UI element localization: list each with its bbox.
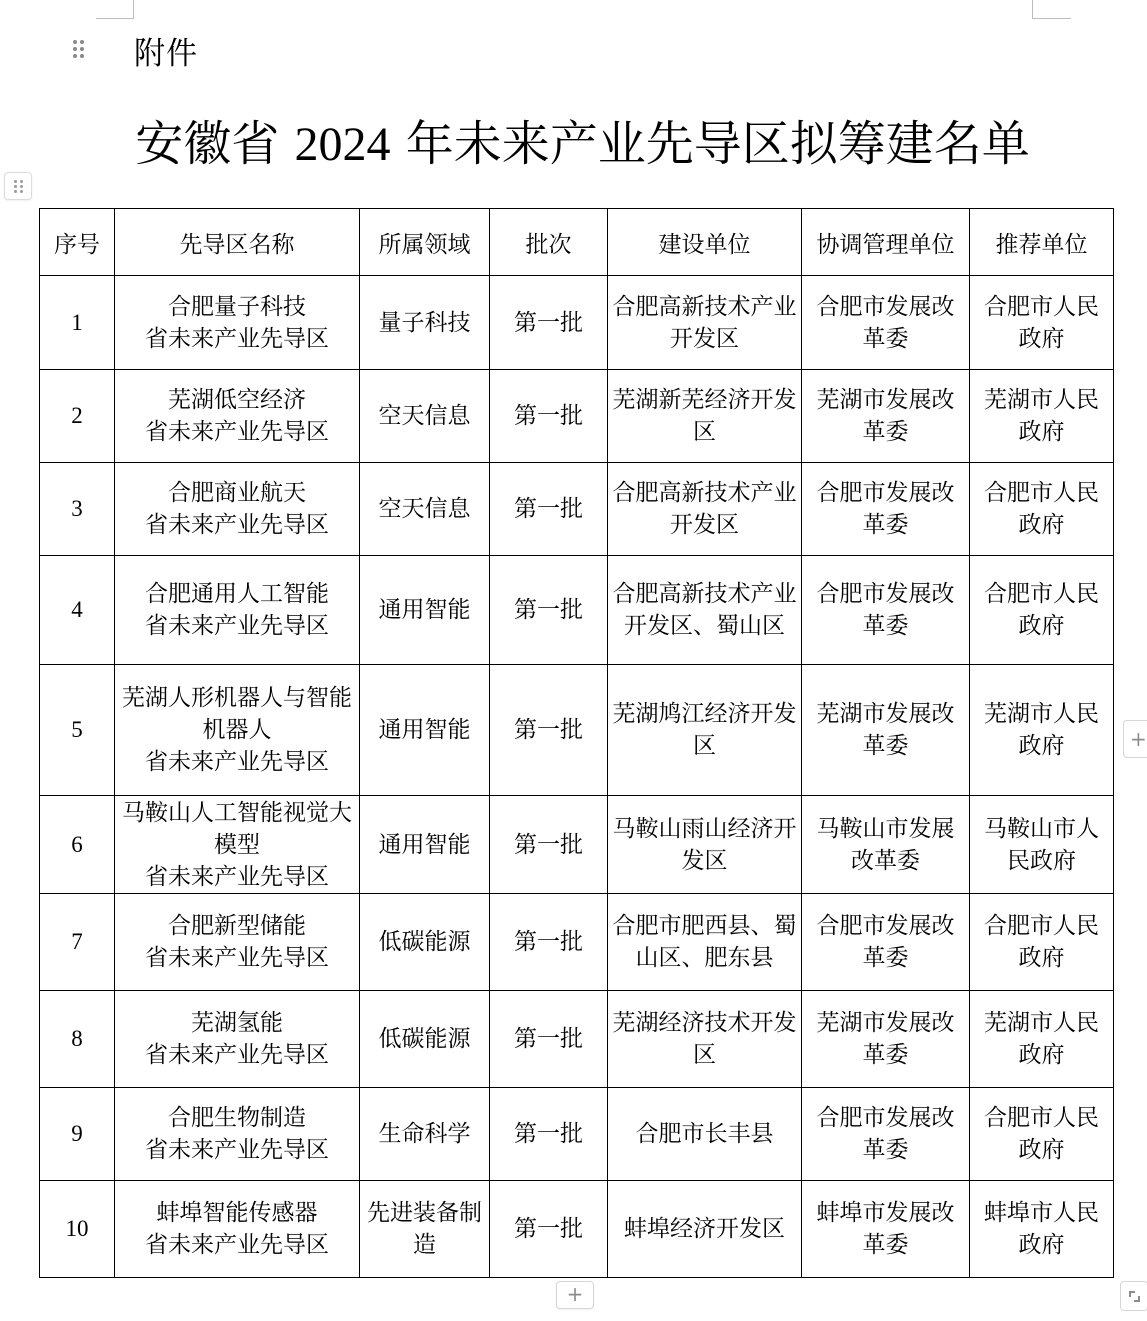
cell-coordinator[interactable]: 合肥市发展改革委 <box>802 1088 970 1181</box>
add-row-button[interactable]: + <box>556 1281 594 1309</box>
cell-name[interactable] <box>115 894 360 991</box>
name-line: 省未来产业先导区 <box>145 945 329 971</box>
cell-field[interactable]: 生命科学 <box>360 1088 490 1181</box>
table-row <box>40 796 1114 894</box>
title-suffix: 年未来产业先导区拟筹建名单 <box>405 116 1030 172</box>
cell-name[interactable] <box>115 796 360 894</box>
header-coordinator: 协调管理单位 <box>802 209 970 276</box>
cell-name[interactable] <box>115 463 360 556</box>
grip-dots-icon <box>14 180 23 193</box>
name-line: 省未来产业先导区 <box>145 749 329 775</box>
cell-field[interactable]: 量子科技 <box>360 276 490 370</box>
name-line: 合肥通用人工智能 <box>145 581 329 607</box>
name-line: 芜湖低空经济 <box>168 387 306 413</box>
cell-builder[interactable]: 芜湖鸠江经济开发区 <box>608 665 802 796</box>
header-batch: 批次 <box>490 209 608 276</box>
cell-field[interactable]: 通用智能 <box>360 796 490 894</box>
cell-index[interactable]: 2 <box>40 370 115 463</box>
header-name: 先导区名称 <box>115 209 360 276</box>
cell-name[interactable] <box>115 665 360 796</box>
table-row <box>40 370 1114 463</box>
cell-index[interactable]: 1 <box>40 276 115 370</box>
cell-index[interactable]: 8 <box>40 991 115 1088</box>
name-line: 省未来产业先导区 <box>145 419 329 445</box>
cell-coordinator[interactable]: 合肥市发展改革委 <box>802 556 970 665</box>
page-title <box>0 112 1147 177</box>
table-row <box>40 1088 1114 1181</box>
cell-name[interactable] <box>115 991 360 1088</box>
cell-batch[interactable]: 第一批 <box>490 665 608 796</box>
cell-batch[interactable]: 第一批 <box>490 276 608 370</box>
cell-name[interactable] <box>115 556 360 665</box>
table-resize-icon[interactable] <box>1120 1281 1147 1311</box>
name-line: 芜湖人形机器人与智能机器人 <box>122 685 352 743</box>
header-recommender: 推荐单位 <box>970 209 1114 276</box>
name-line: 省未来产业先导区 <box>145 512 329 538</box>
name-line: 合肥量子科技 <box>168 293 306 320</box>
cell-coordinator[interactable]: 合肥市发展改革委 <box>802 276 970 370</box>
table-row <box>40 556 1114 665</box>
cell-builder[interactable]: 合肥市肥西县、蜀山区、肥东县 <box>608 894 802 991</box>
cell-builder[interactable]: 合肥高新技术产业开发区、蜀山区 <box>608 556 802 665</box>
cell-coordinator[interactable]: 芜湖市发展改革委 <box>802 991 970 1088</box>
table-header-row <box>40 209 1114 276</box>
table-row <box>40 276 1114 370</box>
table-row <box>40 991 1114 1088</box>
cell-batch[interactable]: 第一批 <box>490 1181 608 1278</box>
cell-recommender[interactable]: 合肥市人民政府 <box>970 1088 1114 1181</box>
cell-field[interactable]: 低碳能源 <box>360 991 490 1088</box>
cell-coordinator[interactable]: 蚌埠市发展改革委 <box>802 1181 970 1278</box>
cell-recommender[interactable]: 合肥市人民政府 <box>970 894 1114 991</box>
table-row <box>40 665 1114 796</box>
name-line: 省未来产业先导区 <box>145 1232 329 1258</box>
page-corner-mark-top-left <box>96 0 134 19</box>
cell-builder[interactable]: 合肥高新技术产业开发区 <box>608 463 802 556</box>
cell-batch[interactable]: 第一批 <box>490 1088 608 1181</box>
cell-field[interactable]: 先进装备制造 <box>360 1181 490 1278</box>
cell-recommender[interactable]: 马鞍山市人民政府 <box>970 796 1114 894</box>
name-line: 合肥生物制造 <box>168 1105 306 1131</box>
table-row <box>40 894 1114 991</box>
add-column-button[interactable]: + <box>1123 720 1147 758</box>
header-field: 所属领域 <box>360 209 490 276</box>
header-index: 序号 <box>40 209 115 276</box>
cell-coordinator[interactable]: 马鞍山市发展改革委 <box>802 796 970 894</box>
attachment-label: 附件 <box>134 36 198 72</box>
cell-recommender[interactable]: 芜湖市人民政府 <box>970 370 1114 463</box>
pilot-zone-table <box>39 208 1114 1278</box>
name-line: 省未来产业先导区 <box>145 325 329 352</box>
cell-index[interactable]: 7 <box>40 894 115 991</box>
name-line: 芜湖氢能 <box>191 1010 283 1036</box>
name-line: 省未来产业先导区 <box>145 1137 329 1163</box>
cell-builder[interactable]: 芜湖经济技术开发区 <box>608 991 802 1088</box>
cell-index[interactable]: 5 <box>40 665 115 796</box>
cell-builder[interactable]: 合肥高新技术产业开发区 <box>608 276 802 370</box>
cell-batch[interactable]: 第一批 <box>490 556 608 665</box>
cell-index[interactable]: 3 <box>40 463 115 556</box>
cell-batch[interactable]: 第一批 <box>490 796 608 894</box>
cell-batch[interactable]: 第一批 <box>490 894 608 991</box>
name-line: 合肥新型储能 <box>168 913 306 939</box>
cell-coordinator[interactable]: 芜湖市发展改革委 <box>802 370 970 463</box>
cell-recommender[interactable]: 蚌埠市人民政府 <box>970 1181 1114 1278</box>
cell-field[interactable]: 通用智能 <box>360 665 490 796</box>
cell-index[interactable]: 4 <box>40 556 115 665</box>
cell-field[interactable]: 低碳能源 <box>360 894 490 991</box>
cell-batch[interactable]: 第一批 <box>490 463 608 556</box>
cell-coordinator[interactable]: 合肥市发展改革委 <box>802 463 970 556</box>
cell-builder[interactable]: 芜湖新芜经济开发区 <box>608 370 802 463</box>
cell-builder[interactable]: 合肥市长丰县 <box>608 1088 802 1181</box>
cell-recommender[interactable]: 合肥市人民政府 <box>970 276 1114 370</box>
cell-index[interactable]: 9 <box>40 1088 115 1181</box>
name-line: 合肥商业航天 <box>168 480 306 506</box>
name-line: 蚌埠智能传感器 <box>156 1200 318 1226</box>
table-row <box>40 463 1114 556</box>
name-line: 马鞍山人工智能视觉大模型 <box>122 799 352 858</box>
cell-index[interactable]: 10 <box>40 1181 115 1278</box>
table-drag-handle[interactable] <box>4 172 32 200</box>
cell-field[interactable]: 通用智能 <box>360 556 490 665</box>
name-line: 省未来产业先导区 <box>145 613 329 639</box>
cell-recommender[interactable]: 合肥市人民政府 <box>970 556 1114 665</box>
cell-name[interactable] <box>115 370 360 463</box>
cell-index[interactable]: 6 <box>40 796 115 894</box>
cell-field[interactable]: 空天信息 <box>360 463 490 556</box>
block-drag-handle-icon[interactable] <box>73 40 85 60</box>
header-builder: 建设单位 <box>608 209 802 276</box>
cell-recommender[interactable]: 芜湖市人民政府 <box>970 991 1114 1088</box>
cell-field[interactable]: 空天信息 <box>360 370 490 463</box>
cell-name[interactable] <box>115 1088 360 1181</box>
page-corner-mark-top-right <box>1032 0 1071 19</box>
cell-builder[interactable]: 蚌埠经济开发区 <box>608 1181 802 1278</box>
cell-coordinator[interactable]: 合肥市发展改革委 <box>802 894 970 991</box>
cell-recommender[interactable]: 芜湖市人民政府 <box>970 665 1114 796</box>
title-prefix: 安徽省 <box>135 116 280 172</box>
cell-name[interactable] <box>115 1181 360 1278</box>
cell-batch[interactable]: 第一批 <box>490 370 608 463</box>
cell-name[interactable] <box>115 276 360 370</box>
cell-builder[interactable]: 马鞍山雨山经济开发区 <box>608 796 802 894</box>
cell-coordinator[interactable]: 芜湖市发展改革委 <box>802 665 970 796</box>
name-line: 省未来产业先导区 <box>145 1042 329 1068</box>
name-line: 省未来产业先导区 <box>145 863 329 890</box>
cell-batch[interactable]: 第一批 <box>490 991 608 1088</box>
title-year: 2024 <box>294 118 391 171</box>
cell-recommender[interactable]: 合肥市人民政府 <box>970 463 1114 556</box>
table-row <box>40 1181 1114 1278</box>
